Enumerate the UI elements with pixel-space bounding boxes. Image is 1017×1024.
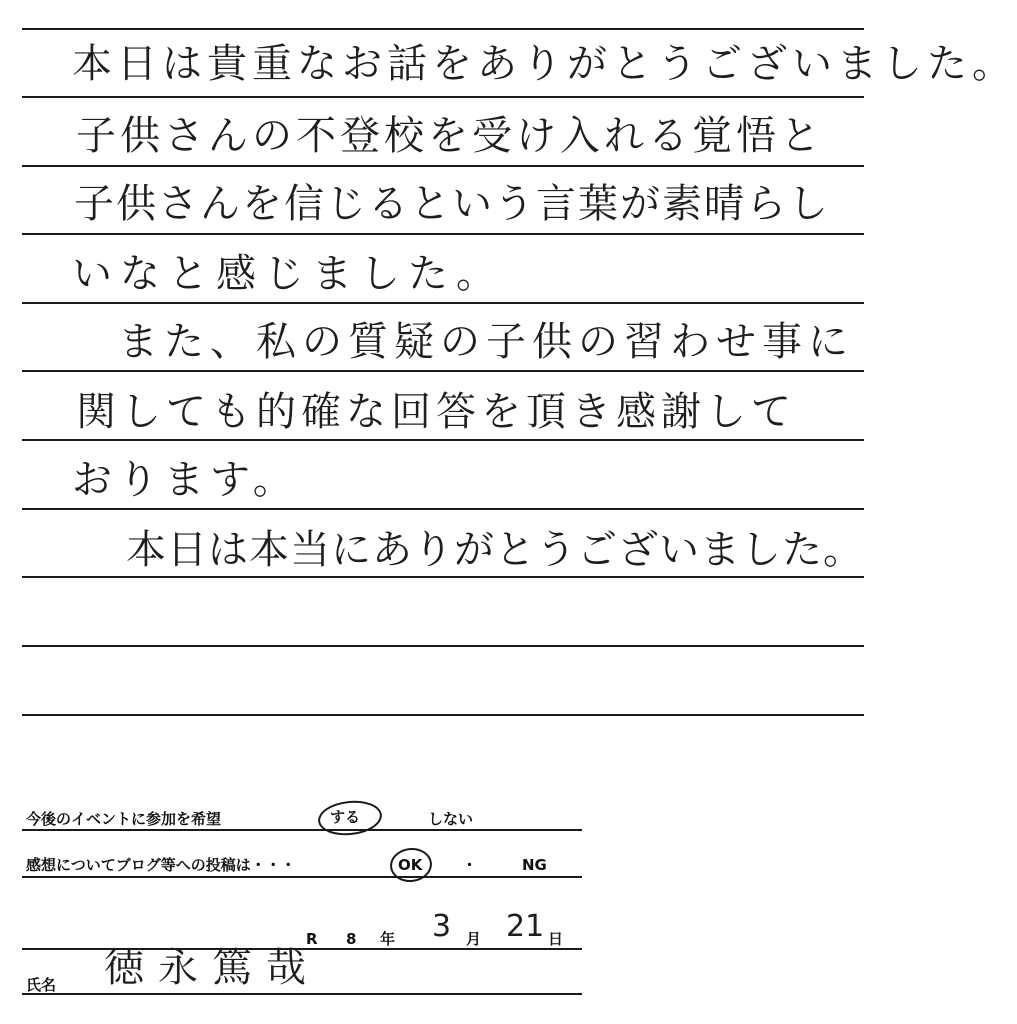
blog-question-label: 感想についてブログ等への投稿は・・・: [26, 856, 296, 874]
ruled-line-11: [22, 714, 864, 716]
message-line-1: 本日は貴重なお話をありがとうございました。: [72, 41, 1017, 87]
blog-option-separator: ・: [462, 856, 478, 874]
ruled-line-8: [22, 508, 864, 510]
date-era: R: [306, 930, 318, 948]
blog-ok-option[interactable]: OK: [398, 856, 423, 874]
message-line-3: 子供さんを信じるという言葉が素晴らし: [74, 181, 830, 227]
ruled-line-1: [22, 28, 864, 30]
ruled-line-9: [22, 576, 864, 578]
date-year-label: 年: [380, 930, 396, 948]
message-line-2: 子供さんの不登校を受け入れる覚悟と: [76, 113, 824, 159]
name-handwritten: 徳永篤哉: [104, 945, 320, 991]
ruled-line-3: [22, 165, 864, 167]
event-yes-circle-mark: [316, 798, 383, 839]
date-day-label: 日: [548, 930, 564, 948]
date-year: 8: [346, 930, 357, 948]
blog-row-underline: [22, 876, 582, 878]
date-day-handwritten: 21: [506, 909, 545, 944]
event-question-label: 今後のイベントに参加を希望: [26, 810, 222, 828]
message-line-8: 本日は本当にありがとうございました。: [126, 527, 864, 573]
name-label: 氏名: [26, 976, 57, 994]
ruled-line-10: [22, 645, 864, 647]
message-line-6: 関しても的確な回答を頂き感謝して: [76, 389, 796, 435]
message-line-4: いなと感じました。: [72, 251, 504, 297]
event-yes-option[interactable]: する: [330, 808, 361, 826]
message-line-7: おります。: [72, 457, 299, 503]
event-row-underline: [22, 829, 582, 831]
name-row-underline: [22, 993, 582, 995]
ruled-line-5: [22, 302, 864, 304]
blog-ok-circle-mark: [388, 846, 433, 884]
event-no-option[interactable]: しない: [428, 810, 474, 828]
date-month-handwritten: 3: [432, 909, 452, 944]
date-month-label: 月: [466, 930, 482, 948]
ruled-line-6: [22, 370, 864, 372]
ruled-line-7: [22, 439, 864, 441]
ruled-line-2: [22, 96, 864, 98]
ruled-line-4: [22, 233, 864, 235]
blog-ng-option[interactable]: NG: [522, 856, 547, 874]
message-line-5: また、私の質疑の子供の習わせ事に: [118, 319, 854, 365]
